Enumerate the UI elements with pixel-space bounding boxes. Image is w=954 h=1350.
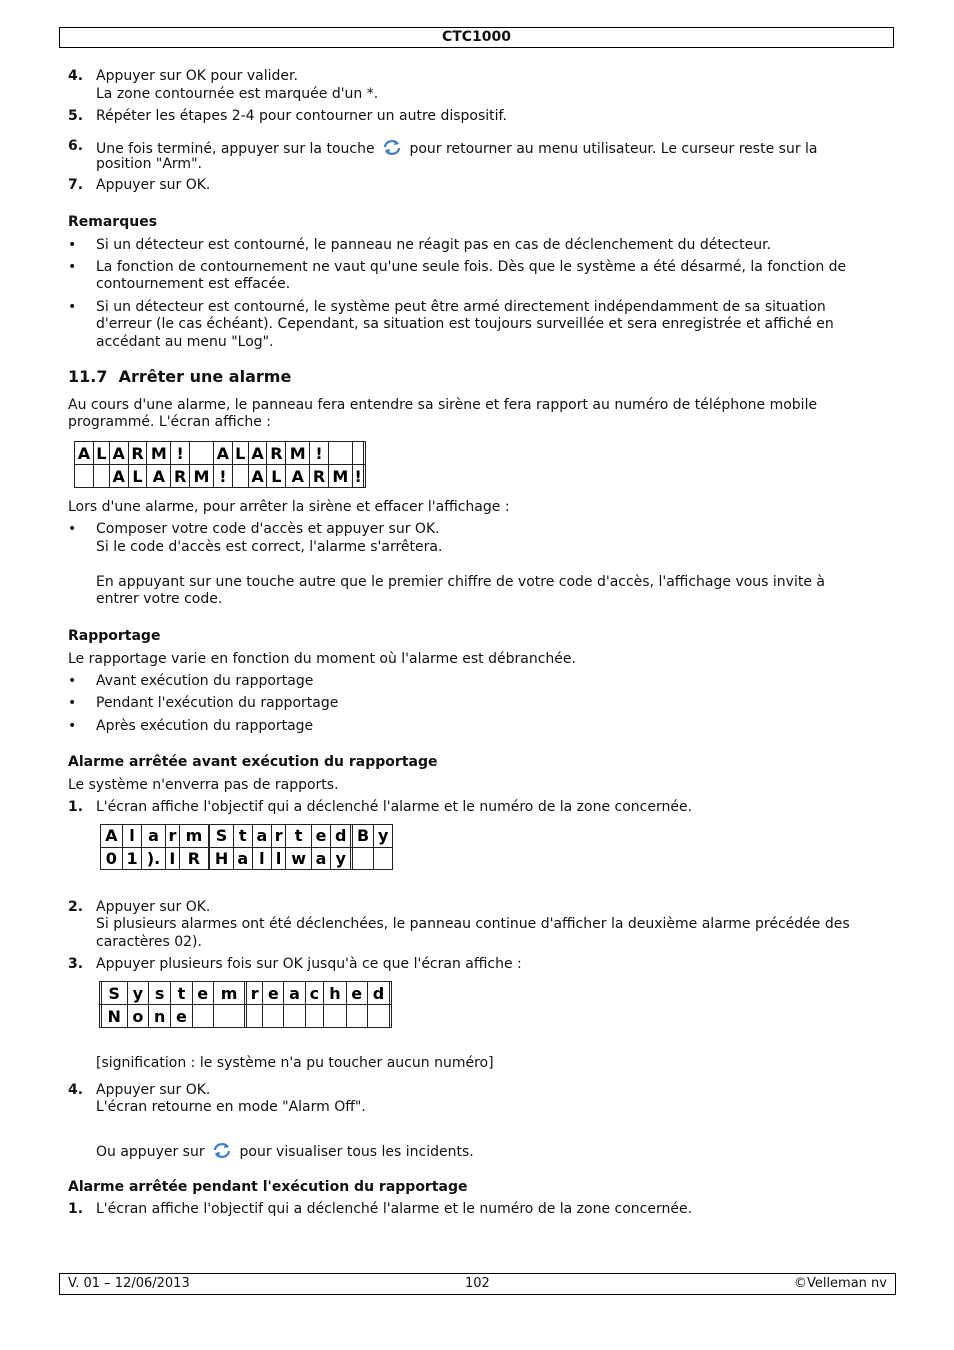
step-text: Ou appuyer sur	[96, 1144, 205, 1160]
lcd-cell: a	[252, 825, 271, 848]
body-text: Le système n'enverra pas de rapports.	[68, 777, 339, 793]
lcd-cell: t	[286, 825, 312, 848]
step-text: Appuyer plusieurs fois sur OK jusqu'à ce que l'écran affiche :	[96, 956, 522, 972]
lcd-row	[75, 465, 366, 488]
lcd-row	[100, 982, 392, 1005]
lcd-cell: e	[192, 982, 213, 1005]
step-text: L'écran retourne en mode "Alarm Off".	[96, 1099, 366, 1115]
body-text: programmé. L'écran affiche :	[68, 414, 271, 430]
lcd-cell: L	[128, 465, 147, 488]
step-text-line	[96, 1141, 474, 1162]
lcd-cell: y	[127, 982, 149, 1005]
step-text: pour visualiser tous les incidents.	[239, 1144, 474, 1160]
remark-text: d'erreur (le cas échéant). Cependant, sa situation est toujours surveillée et sera enregistrée et affiché en	[96, 316, 834, 332]
subsection-heading: Alarme arrêtée avant exécution du rapportage	[68, 754, 438, 770]
lcd-display-system-reached	[99, 981, 392, 1028]
stop-text: En appuyant sur une touche autre que le premier chiffre de votre code d'accès, l'affichage vous invite à	[96, 574, 825, 590]
lcd-cell	[190, 442, 214, 465]
lcd-cell: S	[101, 982, 127, 1005]
lcd-cell: A	[213, 442, 232, 465]
lcd-cell: l	[122, 825, 142, 848]
section-heading	[68, 367, 291, 386]
lcd-cell: e	[171, 1005, 192, 1028]
refresh-icon	[211, 1141, 233, 1159]
lcd-cell: A	[147, 465, 171, 488]
lcd-cell: A	[248, 465, 267, 488]
step-text: Appuyer sur OK.	[96, 1082, 211, 1098]
lcd-cell: a	[233, 847, 252, 870]
stop-text: Composer votre code d'accès et appuyer sur OK.	[96, 521, 440, 537]
stop-text: entrer votre code.	[96, 591, 223, 607]
lcd-cell: H	[210, 847, 233, 870]
lcd-cell	[263, 1005, 284, 1028]
lcd-cell	[352, 847, 373, 870]
step-number: 7.	[68, 177, 84, 193]
lcd-cell	[324, 1005, 346, 1028]
step-number: 4.	[68, 68, 84, 84]
lcd-cell: R	[180, 847, 209, 870]
document-title: CTC1000	[441, 29, 512, 45]
lcd-cell	[93, 465, 109, 488]
lcd-cell: a	[142, 825, 165, 848]
lcd-cell: e	[311, 825, 330, 848]
lcd-cell: R	[267, 442, 286, 465]
remark-text: La fonction de contournement ne vaut qu'une seule fois. Dès que le système a été désarmé, la fonction de	[96, 259, 847, 275]
signification-text: [signification : le système n'a pu toucher aucun numéro]	[96, 1055, 494, 1071]
step-text: Si plusieurs alarmes ont été déclenchées, le panneau continue d'afficher la deuxième alarme précédée des	[96, 916, 850, 932]
lcd-cell: !	[213, 465, 232, 488]
step-text: Appuyer sur OK.	[96, 177, 211, 193]
lcd-row	[101, 847, 393, 870]
step-number: 6.	[68, 138, 84, 154]
lcd-cell: S	[210, 825, 233, 848]
refresh-icon	[381, 138, 403, 156]
lcd-cell: L	[93, 442, 109, 465]
step-text: position "Arm".	[96, 156, 202, 172]
remark-text: Si un détecteur est contourné, le panneau ne réagit pas en cas de déclenchement du détecteur.	[96, 237, 772, 253]
lcd-cell: a	[284, 982, 305, 1005]
page-footer	[59, 1273, 896, 1295]
step-text: caractères 02).	[96, 934, 202, 950]
lcd-cell	[75, 465, 94, 488]
lcd-cell: M	[328, 465, 352, 488]
step-number: 3.	[68, 956, 84, 972]
lcd-cell: M	[286, 442, 310, 465]
lcd-cell: o	[127, 1005, 149, 1028]
rapportage-item: Avant exécution du rapportage	[96, 673, 314, 689]
lcd-cell: m	[213, 982, 245, 1005]
lcd-cell: t	[233, 825, 252, 848]
lcd-cell	[374, 847, 393, 870]
step-text: Appuyer sur OK pour valider.	[96, 68, 298, 84]
lcd-cell: !	[352, 465, 364, 488]
lcd-cell: c	[305, 982, 324, 1005]
step-number: 5.	[68, 108, 84, 124]
step-number: 2.	[68, 899, 84, 915]
remarques-heading: Remarques	[68, 214, 158, 230]
lcd-cell: d	[367, 982, 389, 1005]
rapportage-item: Pendant l'exécution du rapportage	[96, 695, 339, 711]
lcd-cell: t	[171, 982, 192, 1005]
lcd-cell: e	[346, 982, 367, 1005]
section-title: Arrêter une alarme	[118, 367, 292, 386]
lcd-cell: y	[331, 847, 351, 870]
lcd-cell: A	[75, 442, 94, 465]
body-text: Le rapportage varie en fonction du moment où l'alarme est débranchée.	[68, 651, 576, 667]
body-text: Lors d'une alarme, pour arrêter la sirène et effacer l'affichage :	[68, 499, 510, 515]
footer-version: V. 01 – 12/06/2013	[68, 1276, 190, 1291]
stop-text: Si le code d'accès est correct, l'alarme s'arrêtera.	[96, 539, 443, 555]
subsection-heading: Alarme arrêtée pendant l'exécution du rapportage	[68, 1179, 468, 1195]
lcd-cell: s	[149, 982, 171, 1005]
lcd-cell	[367, 1005, 389, 1028]
lcd-cell: r	[271, 825, 285, 848]
lcd-cell: 1	[122, 847, 142, 870]
lcd-cell: r	[165, 825, 179, 848]
lcd-cell: M	[190, 465, 214, 488]
section-number: 11.7	[68, 367, 108, 386]
lcd-row	[101, 825, 393, 848]
lcd-cell: 0	[101, 847, 123, 870]
lcd-cell	[364, 465, 366, 488]
lcd-cell: A	[286, 465, 310, 488]
lcd-cell	[390, 1005, 392, 1028]
lcd-cell	[305, 1005, 324, 1028]
lcd-cell	[390, 982, 392, 1005]
lcd-cell: L	[267, 465, 286, 488]
rapportage-item: Après exécution du rapportage	[96, 718, 314, 734]
lcd-cell: R	[310, 465, 329, 488]
lcd-cell: l	[252, 847, 271, 870]
lcd-cell: l	[271, 847, 285, 870]
step-text: Répéter les étapes 2-4 pour contourner un autre dispositif.	[96, 108, 507, 124]
step-number: 1.	[68, 799, 84, 815]
lcd-row	[75, 442, 366, 465]
remark-text: accédant au menu "Log".	[96, 334, 274, 350]
lcd-display-alarm-started	[100, 824, 393, 870]
step-number: 4.	[68, 1082, 84, 1098]
lcd-cell: A	[101, 825, 123, 848]
body-text: Au cours d'une alarme, le panneau fera entendre sa sirène et fera rapport au numéro de téléphone mobile	[68, 397, 818, 413]
bullet: •	[68, 259, 77, 275]
lcd-cell	[284, 1005, 305, 1028]
lcd-cell: n	[149, 1005, 171, 1028]
lcd-cell: y	[374, 825, 393, 848]
lcd-cell	[192, 1005, 213, 1028]
step-text: L'écran affiche l'objectif qui a déclenché l'alarme et le numéro de la zone concernée.	[96, 799, 693, 815]
lcd-cell	[213, 1005, 245, 1028]
bullet: •	[68, 718, 77, 734]
lcd-cell: L	[232, 442, 248, 465]
lcd-cell: e	[263, 982, 284, 1005]
step-text: Une fois terminé, appuyer sur la touche	[96, 141, 375, 157]
lcd-cell: h	[324, 982, 346, 1005]
remark-text: Si un détecteur est contourné, le système peut être armé directement indépendamment de sa situation	[96, 299, 826, 315]
lcd-cell: !	[310, 442, 329, 465]
lcd-cell	[364, 442, 366, 465]
lcd-cell: I	[165, 847, 179, 870]
lcd-cell	[328, 442, 352, 465]
lcd-cell: A	[109, 465, 128, 488]
rapportage-heading: Rapportage	[68, 628, 161, 644]
page-header	[59, 27, 894, 48]
step-text: Appuyer sur OK.	[96, 899, 211, 915]
lcd-cell: A	[109, 442, 128, 465]
lcd-cell	[247, 1005, 263, 1028]
remark-text: contournement est effacée.	[96, 276, 291, 292]
lcd-cell	[232, 465, 248, 488]
lcd-cell: B	[352, 825, 373, 848]
lcd-cell: d	[331, 825, 351, 848]
bullet: •	[68, 695, 77, 711]
lcd-cell: A	[248, 442, 267, 465]
footer-page-number: 102	[465, 1276, 490, 1291]
lcd-cell: w	[286, 847, 312, 870]
bullet: •	[68, 299, 77, 315]
lcd-cell	[352, 442, 364, 465]
lcd-cell: a	[311, 847, 330, 870]
step-text-line	[96, 138, 818, 159]
lcd-cell: ).	[142, 847, 165, 870]
lcd-cell: N	[101, 1005, 127, 1028]
bullet: •	[68, 521, 77, 537]
lcd-cell: r	[247, 982, 263, 1005]
lcd-cell: M	[147, 442, 171, 465]
lcd-cell: R	[128, 442, 147, 465]
bullet: •	[68, 237, 77, 253]
lcd-display-alarm	[74, 441, 366, 488]
lcd-row	[100, 1005, 392, 1028]
bullet: •	[68, 673, 77, 689]
lcd-cell: m	[180, 825, 209, 848]
footer-copyright: ©Velleman nv	[793, 1276, 887, 1291]
step-text: L'écran affiche l'objectif qui a déclenché l'alarme et le numéro de la zone concernée.	[96, 1201, 693, 1217]
lcd-cell: R	[171, 465, 190, 488]
step-text: pour retourner au menu utilisateur. Le curseur reste sur la	[409, 141, 818, 157]
step-text: La zone contournée est marquée d'un *.	[96, 86, 379, 102]
lcd-cell: !	[171, 442, 190, 465]
step-number: 1.	[68, 1201, 84, 1217]
lcd-cell	[346, 1005, 367, 1028]
